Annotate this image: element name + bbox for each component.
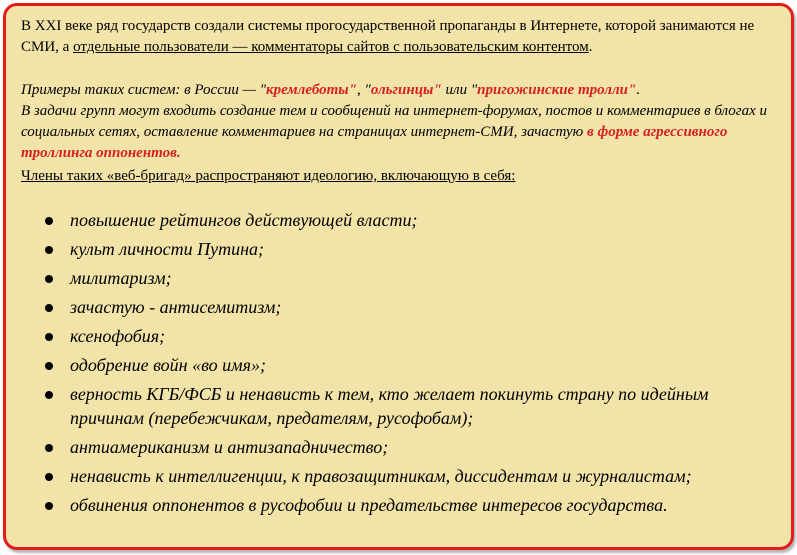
intro-period: . [588,39,593,55]
examples-suffix: . [636,82,641,98]
ideology-item [32,382,752,430]
intro-paragraph [21,16,781,58]
bullet-icon [45,473,53,481]
ideology-item [32,237,752,261]
ideology-item [32,353,752,377]
term-prigozhin-trolls: пригожинские тролли" [477,82,637,98]
bullet-icon [45,362,53,370]
bullet-icon [45,333,53,341]
ideology-item-text: верность КГБ/ФСБ и ненависть к тем, кто желает покинуть страну по идейным причинам (перебежчикам, предателям, русофобам); [70,384,709,428]
ideology-list [32,208,752,522]
ideology-item [32,324,752,348]
examples-prefix: Примеры таких систем: в России — " [21,82,266,98]
intro-underlined-text: отдельные пользователи — комментаторы сайтов с пользовательским контентом [73,39,589,55]
bullet-icon [45,246,53,254]
term-olginos: ольгинцы" [370,82,442,98]
ideology-item [32,295,752,319]
ideology-item [32,266,752,290]
examples-paragraph [21,80,781,164]
ideology-item-text: ненависть к интеллигенции, к правозащитникам, диссидентам и журналистам; [70,466,692,486]
ideology-item-text: ксенофобия; [70,326,166,346]
bullet-icon [45,217,53,225]
tasks-highlight: в форме агрессивного троллинга оппонентов [21,124,728,161]
intro-text: В XXI веке ряд государств создали системы прогосударственной пропаганды в Интернете, которой занимаются не СМИ, а [21,18,755,55]
ideology-item-text: культ личности Путина; [70,239,264,259]
bullet-icon [45,444,53,452]
ideology-item-text: обвинения оппонентов в русофобии и предательстве интересов государства. [70,495,668,515]
tasks-end: . [176,145,181,161]
bullet-icon [45,391,53,399]
ideology-item [32,435,752,459]
ideology-item-text: зачастую - антисемитизм; [70,297,282,317]
bullet-icon [45,275,53,283]
ideology-item-text: антиамериканизм и антизападничество; [70,437,389,457]
ideology-item-text: одобрение войн «во имя»; [70,355,267,375]
ideology-item-text: повышение рейтингов действующей власти; [70,210,418,230]
bullet-icon [45,502,53,510]
term-kremlebots: кремлеботы" [266,82,358,98]
bullet-icon [45,304,53,312]
examples-separator-1: , " [357,82,371,98]
tasks-text: В задачи групп могут входить создание тем и сообщений на интернет-форумах, постов и комментариев в блогах и социальных сетях, оставление комментариев на страницах интернет-СМИ, зачастую [21,103,768,140]
members-heading: Члены таких «веб-бригад» распространяют идеологию, включающую в себя: [21,168,516,184]
ideology-item [32,208,752,232]
ideology-item [32,493,752,517]
ideology-item [32,464,752,488]
ideology-item-text: милитаризм; [70,268,172,288]
info-card [3,3,794,550]
examples-separator-2: или " [441,82,478,98]
